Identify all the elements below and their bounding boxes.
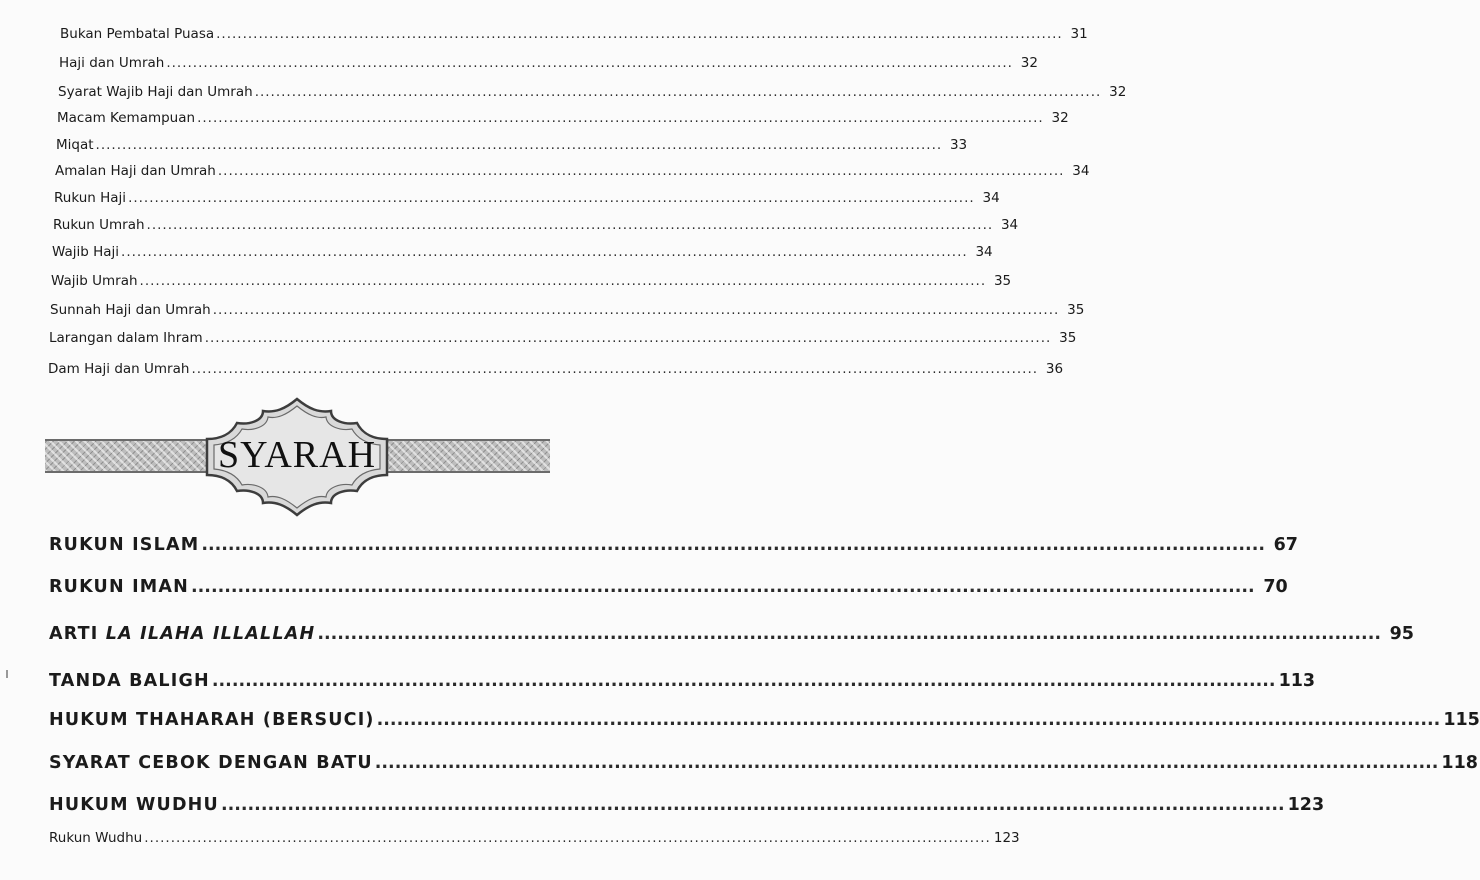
toc-chapter-entry — [49, 710, 1480, 736]
toc-entry — [53, 217, 1019, 237]
toc-entry-page: 118 — [1441, 753, 1478, 773]
toc-entry-label-prefix: ARTI — [49, 624, 106, 644]
dot-leader: ................................................................................................................................................................ — [317, 624, 1381, 644]
toc-entry-page: 35 — [1059, 330, 1077, 346]
dot-leader: ................................................................................................................................................................ — [191, 577, 1255, 597]
toc-chapter-entry — [49, 624, 1414, 650]
toc-entry-page: 36 — [1045, 361, 1064, 377]
section-banner — [45, 395, 550, 519]
toc-entry-label: Rukun Wudhu — [49, 830, 143, 846]
dot-leader: ................................................................................................................................................................ — [166, 55, 1013, 71]
toc-entry — [48, 361, 1064, 381]
toc-entry-label: Wajib Umrah — [51, 273, 138, 289]
dot-leader: ................................................................................................................................................................ — [376, 710, 1441, 730]
dot-leader: ................................................................................................................................................................ — [211, 671, 1276, 691]
toc-entry — [49, 830, 1020, 850]
toc-entry-page: 34 — [1000, 217, 1019, 233]
toc-entry-label: Rukun Haji — [54, 190, 127, 206]
dot-leader: ................................................................................................................................................................ — [197, 110, 1044, 126]
toc-entry-page: 32 — [1020, 55, 1038, 71]
toc-entry-label: Wajib Haji — [52, 244, 120, 260]
toc-entry-label: Syarat Wajib Haji dan Umrah — [58, 84, 253, 100]
dot-leader: ................................................................................................................................................................ — [144, 830, 991, 846]
toc-entry-label: RUKUN ISLAM — [49, 535, 200, 555]
dot-leader: ................................................................................................................................................................ — [191, 361, 1039, 377]
toc-entry-label: HUKUM THAHARAH (BERSUCI) — [49, 710, 375, 730]
dot-leader: ................................................................................................................................................................ — [212, 302, 1060, 318]
toc-entry-label: HUKUM WUDHU — [49, 795, 219, 815]
toc-entry-page: 31 — [1070, 26, 1088, 42]
toc-entry-page: 115 — [1443, 710, 1480, 730]
toc-chapter-entry — [49, 753, 1478, 779]
toc-entry-page: 95 — [1389, 624, 1414, 644]
toc-entry — [56, 137, 968, 157]
toc-entry — [52, 244, 993, 264]
toc-entry-label: Larangan dalam Ihram — [49, 330, 203, 346]
dot-leader: ................................................................................................................................................................ — [95, 137, 943, 153]
toc-entry-page: 32 — [1051, 110, 1069, 126]
toc-entry-page: 67 — [1273, 535, 1298, 555]
toc-entry-label-italic: LA ILAHA ILLALLAH — [105, 624, 316, 644]
toc-entry-label: TANDA BALIGH — [49, 671, 210, 691]
toc-entry-page: 32 — [1109, 84, 1127, 100]
toc-entry — [55, 163, 1090, 183]
toc-entry-page: 123 — [993, 830, 1020, 846]
dot-leader: ................................................................................................................................................................ — [121, 244, 968, 260]
banner-ornament-right — [380, 439, 550, 473]
toc-entry — [58, 84, 1127, 104]
banner-ornament-left — [45, 439, 215, 473]
toc-entry-label: Macam Kemampuan — [57, 110, 196, 126]
toc-entry — [54, 190, 1000, 210]
toc-entry — [50, 302, 1085, 322]
toc-entry-page: 34 — [1072, 163, 1090, 179]
toc-entry-label: Amalan Haji dan Umrah — [55, 163, 216, 179]
toc-entry-page: 33 — [949, 137, 968, 153]
toc-entry — [49, 330, 1077, 350]
toc-entry-label — [49, 624, 315, 644]
toc-entry-label: Sunnah Haji dan Umrah — [50, 302, 211, 318]
toc-entry — [60, 26, 1088, 46]
toc-entry-page: 35 — [993, 273, 1012, 289]
toc-entry-label: Dam Haji dan Umrah — [48, 361, 190, 377]
toc-entry-page: 113 — [1278, 671, 1316, 691]
toc-entry-page: 34 — [982, 190, 1000, 206]
toc-entry-page: 35 — [1067, 302, 1085, 318]
dot-leader: ................................................................................................................................................................ — [146, 217, 994, 233]
toc-chapter-entry — [49, 535, 1298, 561]
dot-leader: ................................................................................................................................................................ — [139, 273, 987, 289]
toc-chapter-entry — [49, 795, 1325, 821]
dot-leader: ................................................................................................................................................................ — [254, 84, 1102, 100]
toc-chapter-entry — [49, 671, 1316, 697]
section-title: SYARAH — [217, 434, 377, 476]
dot-leader: ................................................................................................................................................................ — [204, 330, 1052, 346]
toc-entry-label: Rukun Umrah — [53, 217, 145, 233]
toc-entry-page: 34 — [975, 244, 993, 260]
toc-entry-page: 70 — [1263, 577, 1288, 597]
dot-leader: ................................................................................................................................................................ — [220, 795, 1285, 815]
toc-entry — [51, 273, 1012, 293]
toc-entry — [57, 110, 1069, 130]
toc-entry-label: RUKUN IMAN — [49, 577, 190, 597]
toc-entry-label: Haji dan Umrah — [59, 55, 165, 71]
toc-entry — [59, 55, 1038, 75]
toc-chapter-entry — [49, 577, 1288, 603]
toc-entry-label: Bukan Pembatal Puasa — [60, 26, 215, 42]
scan-speck — [6, 670, 8, 678]
toc-entry-label: SYARAT CEBOK DENGAN BATU — [49, 753, 373, 773]
toc-entry-label: Miqat — [56, 137, 94, 153]
toc-entry-page: 123 — [1287, 795, 1325, 815]
dot-leader: ................................................................................................................................................................ — [201, 535, 1265, 555]
dot-leader: ................................................................................................................................................................ — [217, 163, 1065, 179]
dot-leader: ................................................................................................................................................................ — [374, 753, 1439, 773]
dot-leader: ................................................................................................................................................................ — [216, 26, 1063, 42]
dot-leader: ................................................................................................................................................................ — [128, 190, 975, 206]
